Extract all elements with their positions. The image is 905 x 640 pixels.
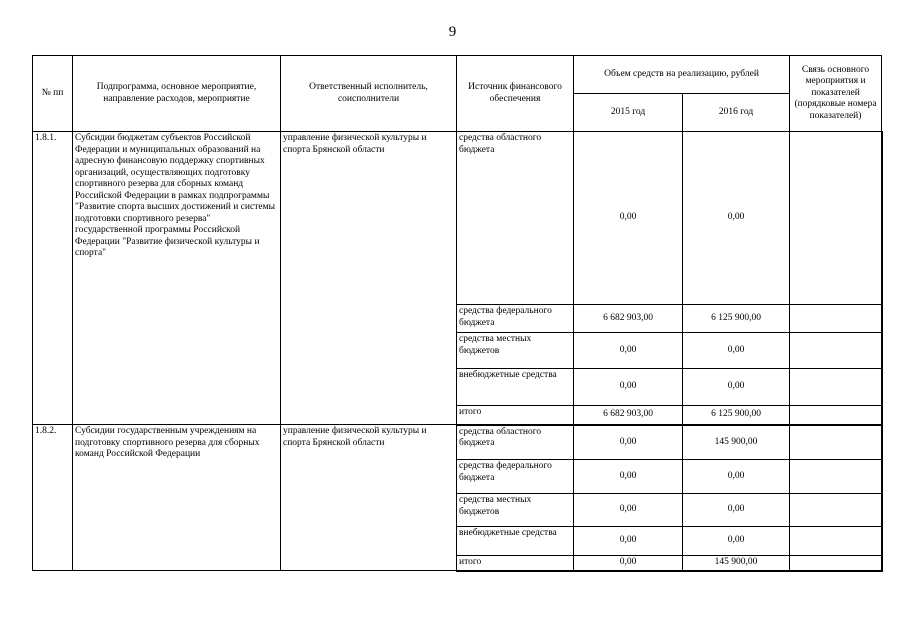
link-cell xyxy=(790,406,882,425)
funding-source: средства местных бюджетов xyxy=(457,333,574,369)
funding-source: средства федерального бюджета xyxy=(457,305,574,333)
value-2015: 0,00 xyxy=(574,494,683,527)
page-number: 9 xyxy=(448,24,457,40)
link-cell xyxy=(790,527,882,556)
value-2015: 6 682 903,00 xyxy=(574,305,683,333)
value-2015-total: 6 682 903,00 xyxy=(574,406,683,425)
value-2015: 0,00 xyxy=(574,425,683,460)
value-2015-total: 0,00 xyxy=(574,556,683,571)
value-2016: 0,00 xyxy=(683,369,790,406)
value-2016: 0,00 xyxy=(683,132,790,305)
funding-source-total: итого xyxy=(457,556,574,571)
item-executor: управление физической культуры и спорта Брянской области xyxy=(281,425,457,571)
value-2015: 0,00 xyxy=(574,333,683,369)
header-link: Связь основного мероприятия и показателей (порядковые номера показателей) xyxy=(790,56,882,132)
link-cell xyxy=(790,132,882,305)
value-2016-total: 145 900,00 xyxy=(683,556,790,571)
link-cell xyxy=(790,369,882,406)
funding-source: средства областного бюджета xyxy=(457,425,574,460)
value-2016: 0,00 xyxy=(683,494,790,527)
header-program: Подпрограмма, основное мероприятие, направление расходов, мероприятие xyxy=(73,56,281,132)
value-2016: 6 125 900,00 xyxy=(683,305,790,333)
funding-source: средства местных бюджетов xyxy=(457,494,574,527)
funding-table xyxy=(32,55,883,572)
link-cell xyxy=(790,556,882,571)
table-row xyxy=(33,132,882,305)
link-cell xyxy=(790,425,882,460)
item-description: Субсидии бюджетам субъектов Российской Федерации и муниципальных образований на адресную финансовую поддержку спортивных организаций, осуществляющих подготовку спортивного резерва для сборных команд Российской Федерации в рамках подпрограммы "Развитие спорта высших достижений и системы подготовки спортивного резерва" государственной программы Российской Федерации "Развитие физической культуры и спорта" xyxy=(73,132,281,425)
value-2015: 0,00 xyxy=(574,460,683,494)
value-2016-total: 6 125 900,00 xyxy=(683,406,790,425)
link-cell xyxy=(790,460,882,494)
value-2016: 0,00 xyxy=(683,333,790,369)
funding-source: внебюджетные средства xyxy=(457,527,574,556)
item-executor: управление физической культуры и спорта Брянской области xyxy=(281,132,457,425)
link-cell xyxy=(790,494,882,527)
header-num: № пп xyxy=(33,56,73,132)
header-executor: Ответственный исполнитель, соисполнители xyxy=(281,56,457,132)
link-cell xyxy=(790,333,882,369)
funding-source: средства федерального бюджета xyxy=(457,460,574,494)
header-2016: 2016 год xyxy=(683,94,790,132)
value-2016: 0,00 xyxy=(683,460,790,494)
funding-source-total: итого xyxy=(457,406,574,425)
header-source: Источник финансового обеспечения xyxy=(457,56,574,132)
link-cell xyxy=(790,305,882,333)
value-2016: 145 900,00 xyxy=(683,425,790,460)
value-2015: 0,00 xyxy=(574,527,683,556)
funding-source: средства областного бюджета xyxy=(457,132,574,305)
header-2015: 2015 год xyxy=(574,94,683,132)
table-row xyxy=(33,425,882,460)
funding-source: внебюджетные средства xyxy=(457,369,574,406)
value-2015: 0,00 xyxy=(574,369,683,406)
value-2016: 0,00 xyxy=(683,527,790,556)
item-number: 1.8.2. xyxy=(33,425,73,571)
item-description: Субсидии государственным учреждениям на подготовку спортивного резерва для сборных команд Российской Федерации xyxy=(73,425,281,571)
value-2015: 0,00 xyxy=(574,132,683,305)
item-number: 1.8.1. xyxy=(33,132,73,425)
header-volume: Объем средств на реализацию, рублей xyxy=(574,56,790,94)
